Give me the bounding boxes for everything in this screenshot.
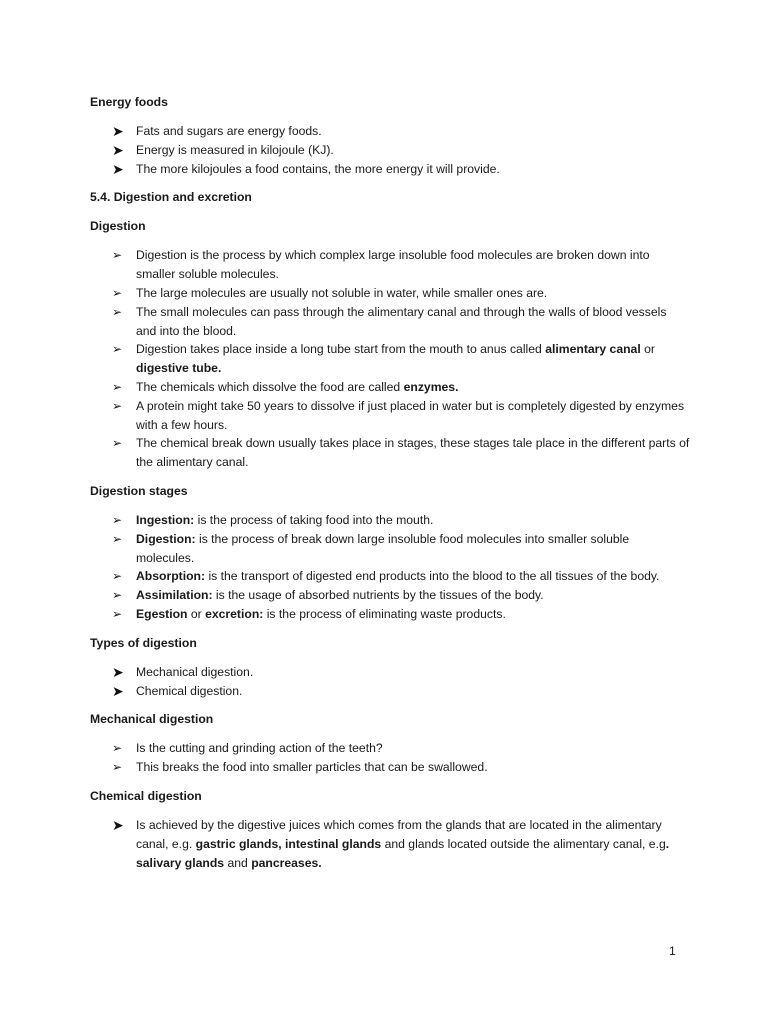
text-run: The small molecules can pass through the alimentary canal and through the walls of blood vessels and into the blood.: [136, 304, 667, 338]
text-run: Is the cutting and grinding action of the teeth?: [136, 741, 383, 756]
bullet-list: [90, 122, 690, 178]
text-run: Is achieved by the digestive juices which comes from the glands that are located in the alimentary canal, e.g.: [136, 817, 662, 851]
arrow-bullet-icon: ➤: [112, 160, 124, 177]
text-run: The large molecules are usually not soluble in water, while smaller ones are.: [136, 285, 548, 300]
arrow-bullet-icon: ➤: [112, 663, 124, 680]
arrow-bullet-icon: ➤: [112, 816, 124, 833]
text-run: or: [187, 606, 206, 621]
list-item: [90, 758, 690, 777]
list-item: [90, 511, 690, 530]
list-item: [90, 586, 690, 605]
arrow-bullet-icon: ➢: [112, 342, 123, 357]
bullet-list: [90, 663, 690, 701]
arrow-bullet-icon: ➢: [112, 248, 123, 263]
arrow-bullet-icon: ➢: [112, 760, 123, 775]
text-run: is the usage of absorbed nutrients by the tissues of the body.: [212, 588, 544, 603]
list-item: [90, 605, 690, 624]
arrow-bullet-icon: ➢: [112, 569, 123, 584]
bullet-list: [90, 816, 690, 872]
section-heading: 5.4. Digestion and excretion: [90, 190, 252, 205]
list-item: [90, 682, 690, 701]
list-item: [90, 378, 690, 397]
list-item: [90, 567, 690, 586]
list-item: [90, 530, 690, 568]
section-heading: Digestion: [90, 219, 146, 234]
text-run: is the process of eliminating waste products.: [263, 606, 506, 621]
text-run: Energy is measured in kilojoule (KJ).: [136, 142, 334, 157]
list-item: [90, 739, 690, 758]
list-item: [90, 663, 690, 682]
arrow-bullet-icon: ➤: [112, 123, 124, 139]
text-run: and: [224, 855, 252, 870]
text-run: Digestion takes place inside a long tube start from the mouth to anus called: [136, 342, 546, 357]
page-number: 1: [669, 944, 676, 958]
text-run: The chemicals which dissolve the food are called: [136, 379, 404, 394]
arrow-bullet-icon: ➢: [112, 606, 123, 621]
text-run: Fats and sugars are energy foods.: [136, 124, 322, 138]
arrow-bullet-icon: ➢: [112, 285, 123, 300]
text-run: or: [640, 342, 655, 357]
list-item: [90, 340, 690, 378]
section-heading: Mechanical digestion: [90, 712, 214, 727]
list-item: [90, 141, 690, 160]
bold-term: . salivary glands: [136, 836, 670, 870]
bullet-list: [90, 739, 690, 777]
arrow-bullet-icon: ➤: [112, 682, 124, 699]
arrow-bullet-icon: ➢: [112, 512, 123, 527]
document-body: [90, 93, 690, 882]
arrow-bullet-icon: ➢: [112, 379, 123, 394]
list-item: [90, 816, 690, 872]
bold-term: Ingestion:: [136, 512, 195, 527]
text-run: The chemical break down usually takes place in stages, these stages tale place in the different parts of the alimentary canal.: [136, 436, 690, 470]
section-heading: Digestion stages: [90, 483, 188, 498]
list-item: [90, 246, 690, 284]
bullet-list: [90, 246, 690, 472]
bold-term: gastric glands, intestinal glands: [195, 836, 382, 851]
text-run: This breaks the food into smaller particles that can be swallowed.: [136, 760, 488, 775]
list-item: [90, 434, 690, 472]
arrow-bullet-icon: ➢: [112, 398, 123, 413]
bold-term: Absorption:: [136, 569, 206, 584]
section-heading: Types of digestion: [90, 635, 197, 650]
text-run: Digestion is the process by which complex large insoluble food molecules are broken down into smaller soluble molecules.: [136, 248, 650, 282]
text-run: is the process of break down large insoluble food molecules into smaller soluble molecules.: [136, 531, 630, 565]
bold-term: alimentary canal: [545, 342, 641, 357]
bold-term: Digestion:: [136, 531, 196, 546]
bold-term: pancreases.: [251, 855, 322, 870]
list-item: [90, 303, 690, 341]
arrow-bullet-icon: ➢: [112, 304, 123, 319]
arrow-bullet-icon: ➤: [112, 141, 124, 158]
text-run: is the transport of digested end products into the blood to the all tissues of the body.: [205, 569, 660, 584]
arrow-bullet-icon: ➢: [112, 588, 123, 603]
bold-term: Egestion: [136, 606, 188, 621]
text-run: Mechanical digestion.: [136, 664, 254, 679]
list-item: [90, 160, 690, 179]
section-heading: Chemical digestion: [90, 788, 202, 803]
bold-term: enzymes.: [403, 379, 459, 394]
list-item: [90, 122, 690, 141]
arrow-bullet-icon: ➢: [112, 741, 123, 756]
bold-term: digestive tube.: [136, 361, 222, 376]
bold-term: excretion:: [205, 606, 264, 621]
arrow-bullet-icon: ➢: [112, 436, 123, 451]
list-item: [90, 397, 690, 435]
section-heading: Energy foods: [90, 95, 168, 109]
text-run: The more kilojoules a food contains, the more energy it will provide.: [136, 161, 500, 176]
bullet-list: [90, 511, 690, 624]
text-run: Chemical digestion.: [136, 683, 243, 698]
text-run: A protein might take 50 years to dissolve if just placed in water but is completely digested by enzymes with a few hours.: [136, 398, 685, 432]
text-run: is the process of taking food into the mouth.: [194, 512, 434, 527]
list-item: [90, 284, 690, 303]
arrow-bullet-icon: ➢: [112, 531, 123, 546]
bold-term: Assimilation:: [136, 588, 213, 603]
text-run: and glands located outside the alimentary canal, e.g: [381, 836, 666, 851]
